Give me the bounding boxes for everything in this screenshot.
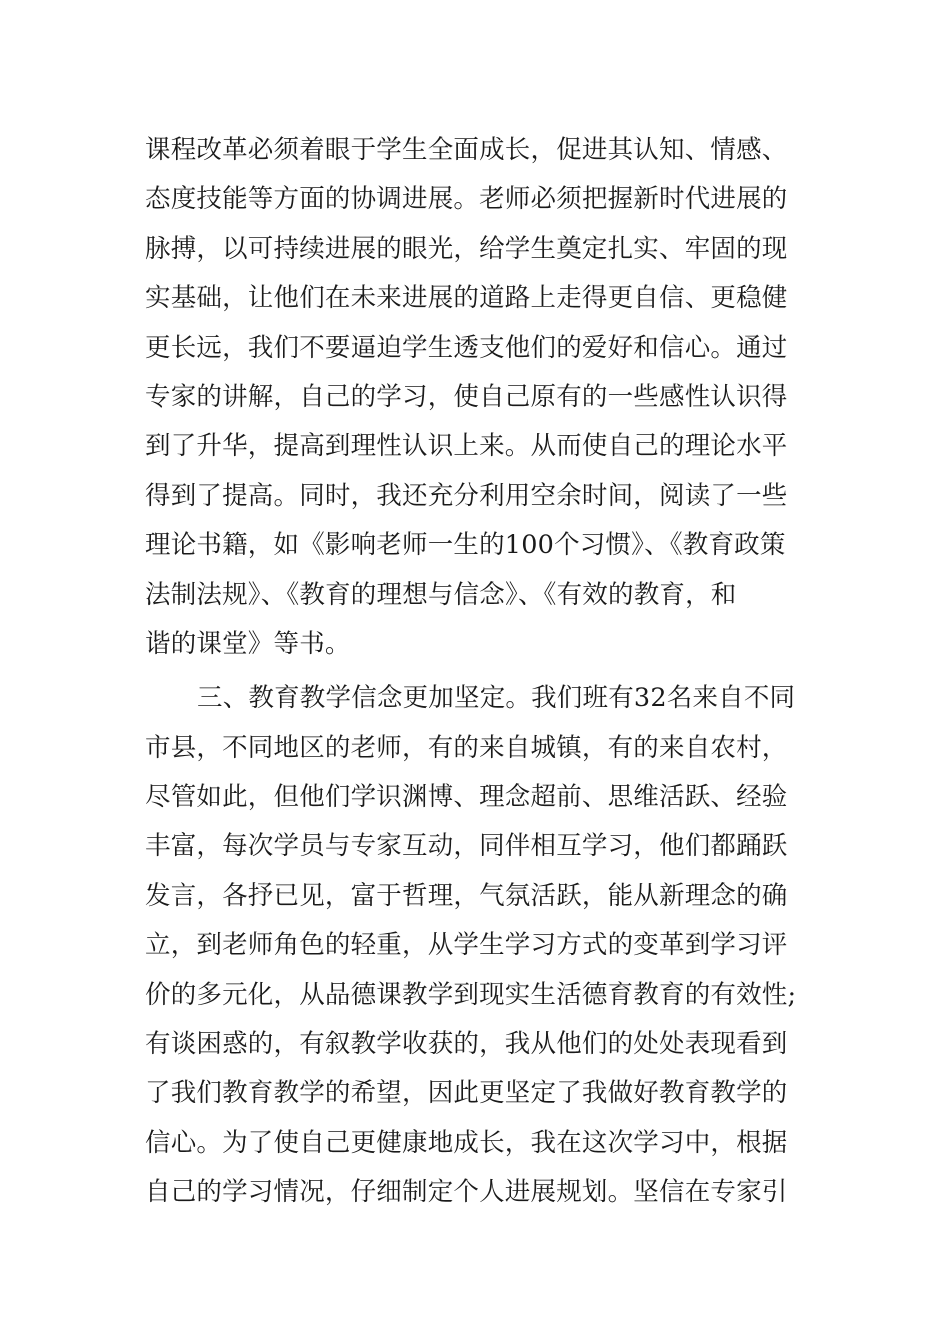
text-line: 专家的讲解，自己的学习，使自己原有的一些感性认识得: [145, 381, 788, 412]
text-line: 自己的学习情况，仔细制定个人进展规划。坚信在专家引: [145, 1177, 788, 1208]
text-line: 更长远，我们不要逼迫学生透支他们的爱好和信心。通过: [145, 332, 788, 363]
text-line: 到了升华，提高到理性认识上来。从而使自己的理论水平: [145, 431, 788, 462]
text-line: 尽管如此，但他们学识渊博、理念超前、思维活跃、经验: [145, 782, 788, 813]
text-line: 态度技能等方面的协调进展。老师必须把握新时代进展的: [145, 184, 788, 215]
text-line: 有谈困惑的，有叙教学收获的，我从他们的处处表现看到: [145, 1029, 788, 1060]
text-line: 法制法规》、《教育的理想与信念》、《有效的教育，和: [145, 579, 737, 610]
text-line: 得到了提高。同时，我还充分利用空余时间，阅读了一些: [145, 480, 788, 511]
text-line: 课程改革必须着眼于学生全面成长，促进其认知、情感、: [145, 135, 788, 165]
text-line: 信心。为了使自己更健康地成长，我在这次学习中，根据: [145, 1127, 788, 1158]
document-body: [145, 126, 815, 1218]
text-line: 了我们教育教学的希望，因此更坚定了我做好教育教学的: [145, 1078, 788, 1109]
text-line: 脉搏，以可持续进展的眼光，给学生奠定扎实、牢固的现: [145, 233, 788, 264]
paragraph-start-line: 三、教育教学信念更加坚定。我们班有32名来自不同: [197, 683, 796, 714]
text-line: 价的多元化，从品德课教学到现实生活德育教育的有效性;: [145, 979, 797, 1010]
text-line: 立，到老师角色的轻重，从学生学习方式的变革到学习评: [145, 930, 788, 961]
text-line: 谐的课堂》等书。: [145, 628, 351, 659]
text-line: 发言，各抒已见，富于哲理，气氛活跃，能从新理念的确: [145, 880, 788, 911]
text-line: 丰富，每次学员与专家互动，同伴相互学习，他们都踊跃: [145, 831, 788, 862]
text-line: 实基础，让他们在未来进展的道路上走得更自信、更稳健: [145, 283, 788, 314]
text-line: 理论书籍，如《影响老师一生的100个习惯》、《教育政策: [145, 530, 786, 561]
text-line: 市县，不同地区的老师，有的来自城镇，有的来自农村，: [145, 732, 788, 763]
